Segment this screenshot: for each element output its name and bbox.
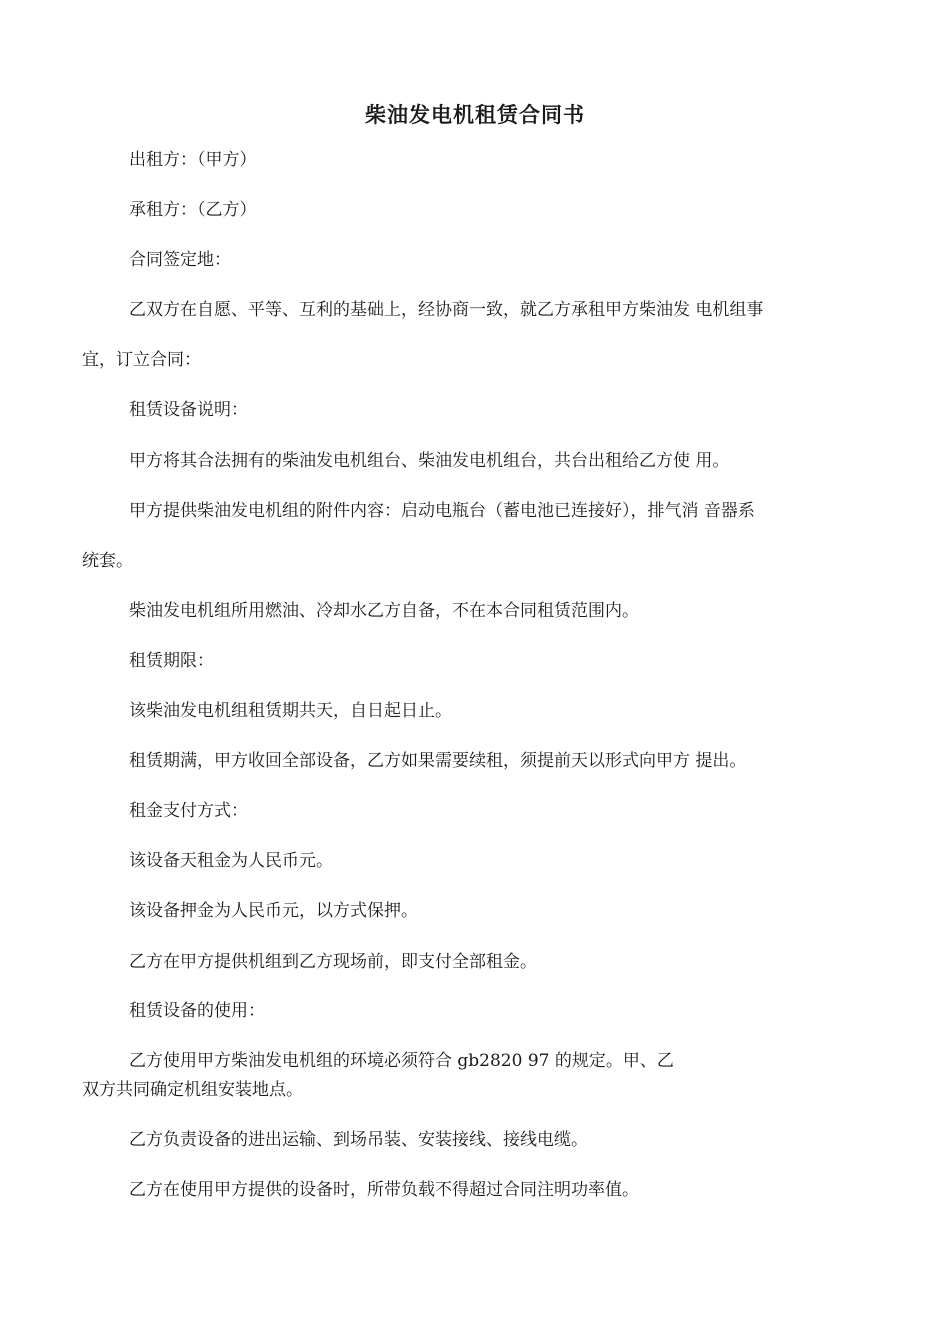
clause-payment-2: 该设备押金为人民币元，以方式保押。 <box>129 901 418 921</box>
clause-usage-3: 乙方在使用甲方提供的设备时，所带负载不得超过合同注明功率值。 <box>129 1180 639 1200</box>
clause-payment-3: 乙方在甲方提供机组到乙方现场前，即支付全部租金。 <box>129 952 537 972</box>
lessee-line: 承租方：（乙方） <box>129 200 257 220</box>
clause-term-2: 租赁期满，甲方收回全部设备，乙方如果需要续租，须提前天以形式向甲方 提出。 <box>129 751 747 771</box>
signing-place-line: 合同签定地： <box>129 250 231 270</box>
clause-equipment-2-line-2: 统套。 <box>82 551 133 571</box>
clause-equipment-2-line-1: 甲方提供柴油发电机组的附件内容：启动电瓶台（蓄电池已连接好），排气消 音器系 <box>129 501 755 521</box>
section-heading-term: 租赁期限： <box>129 651 214 671</box>
document-title: 柴油发电机租赁合同书 <box>365 103 585 127</box>
clause-term-1: 该柴油发电机组租赁期共天，自日起日止。 <box>129 701 452 721</box>
clause-usage-1-line-1: 乙方使用甲方柴油发电机组的环境必须符合 gb2820 97 的规定。甲、乙 <box>129 1051 674 1071</box>
clause-payment-1: 该设备天租金为人民币元。 <box>129 851 333 871</box>
lessor-line: 出租方：（甲方） <box>129 150 257 170</box>
clause-usage-1-line-2: 双方共同确定机组安装地点。 <box>82 1080 303 1100</box>
clause-equipment-1: 甲方将其合法拥有的柴油发电机组台、柴油发电机组台，共台出租给乙方使 用。 <box>129 451 730 471</box>
preamble-line-2: 宜，订立合同： <box>82 350 201 370</box>
clause-usage-2: 乙方负责设备的进出运输、到场吊装、安装接线、接线电缆。 <box>129 1130 588 1150</box>
section-heading-payment: 租金支付方式： <box>129 801 248 821</box>
preamble-line-1: 乙双方在自愿、平等、互利的基础上，经协商一致，就乙方承租甲方柴油发 电机组事 <box>129 300 764 320</box>
clause-equipment-3: 柴油发电机组所用燃油、冷却水乙方自备，不在本合同租赁范围内。 <box>129 601 639 621</box>
section-heading-equipment: 租赁设备说明： <box>129 400 248 420</box>
section-heading-usage: 租赁设备的使用： <box>129 1001 265 1021</box>
